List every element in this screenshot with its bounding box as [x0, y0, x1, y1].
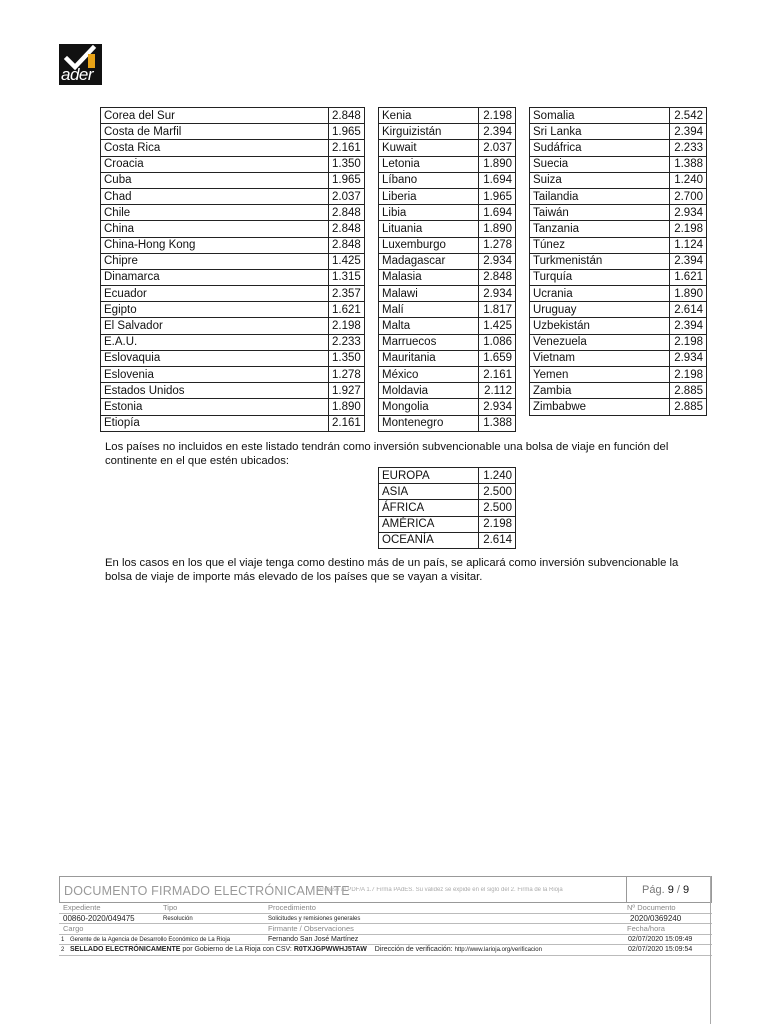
country-name: Etiopía — [101, 415, 329, 431]
country-name: ÁFRICA — [379, 500, 479, 516]
table-row — [530, 399, 707, 415]
country-name: Kuwait — [379, 140, 479, 156]
table-row — [379, 286, 516, 302]
country-name: Yemen — [530, 367, 670, 383]
country-name: OCEANÍA — [379, 532, 479, 548]
allowance-value: 2.848 — [329, 108, 365, 124]
table-row — [379, 124, 516, 140]
table-row — [379, 253, 516, 269]
table-row — [101, 399, 365, 415]
country-name: ASIA — [379, 484, 479, 500]
footer-values-row — [59, 914, 712, 925]
allowance-value: 1.388 — [479, 415, 516, 431]
allowance-value: 2.848 — [329, 205, 365, 221]
cargo-label: Cargo — [63, 924, 84, 933]
country-name: China-Hong Kong — [101, 237, 329, 253]
table-row — [530, 221, 707, 237]
allowance-value: 2.394 — [670, 253, 707, 269]
table-row — [101, 318, 365, 334]
country-name: Zambia — [530, 383, 670, 399]
allowance-value: 1.350 — [329, 156, 365, 172]
country-name: Dinamarca — [101, 269, 329, 285]
table-row — [530, 172, 707, 188]
table-row — [530, 318, 707, 334]
country-name: Vietnam — [530, 350, 670, 366]
empty-cell — [530, 415, 670, 431]
allowance-value: 1.086 — [479, 334, 516, 350]
multi-country-note-paragraph: En los casos en los que el viaje tenga como destino más de un país, se aplicará como inversión subvencionable la bolsa de viaje de importe más elevado de los países que se vayan a visitar. — [105, 557, 679, 583]
table-row — [379, 468, 516, 484]
table-row — [101, 188, 365, 204]
signature-row-1 — [59, 935, 712, 946]
table-row — [101, 367, 365, 383]
page-label: Pág. — [642, 884, 665, 896]
allowance-value: 1.425 — [329, 253, 365, 269]
csv-code: R0TXJGPWWHJ5TAW — [293, 946, 367, 953]
allowance-value: 1.890 — [670, 286, 707, 302]
signature-index-2: 2 — [61, 947, 65, 953]
country-name: México — [379, 367, 479, 383]
country-name: Túnez — [530, 237, 670, 253]
country-name: Chile — [101, 205, 329, 221]
allowance-value: 1.659 — [479, 350, 516, 366]
signer-cargo: Gerente de la Agencia de Desarrollo Económico de La Rioja — [70, 936, 231, 943]
allowance-value: 1.278 — [329, 367, 365, 383]
table-row — [101, 156, 365, 172]
country-name: Uruguay — [530, 302, 670, 318]
country-name: Malta — [379, 318, 479, 334]
table-row — [379, 269, 516, 285]
table-row — [101, 286, 365, 302]
allowance-value: 2.614 — [670, 302, 707, 318]
table-row — [379, 237, 516, 253]
allowance-value: 1.927 — [329, 383, 365, 399]
fecha-label: Fecha/hora — [627, 924, 665, 933]
country-name: Sri Lanka — [530, 124, 670, 140]
allowance-value: 2.848 — [479, 269, 516, 285]
allowance-value: 2.934 — [479, 399, 516, 415]
table-row — [530, 286, 707, 302]
allowance-value: 1.621 — [329, 302, 365, 318]
allowance-value: 2.198 — [329, 318, 365, 334]
country-name: Montenegro — [379, 415, 479, 431]
country-name: Mauritania — [379, 350, 479, 366]
table-row — [101, 221, 365, 237]
allowance-value: 2.198 — [670, 334, 707, 350]
empty-row — [530, 415, 707, 431]
table-row — [101, 415, 365, 431]
signature-2-date: 02/07/2020 15:09:54 — [628, 946, 693, 953]
country-name: Sudáfrica — [530, 140, 670, 156]
country-name: Moldavia — [379, 383, 479, 399]
country-name: EUROPA — [379, 468, 479, 484]
table-row — [530, 124, 707, 140]
seal-label: SELLADO ELECTRÓNICAMENTE — [70, 946, 181, 953]
table-row — [101, 124, 365, 140]
continent-note-paragraph: Los países no incluidos en este listado tendrán como inversión subvencionable una bolsa de viaje en función del continente en el que estén ubicados: — [105, 441, 669, 467]
allowance-value: 1.694 — [479, 205, 516, 221]
allowance-value: 2.885 — [670, 383, 707, 399]
table-row — [379, 318, 516, 334]
page-indicator — [626, 877, 712, 902]
country-name: Tailandia — [530, 188, 670, 204]
electronic-seal-line — [70, 945, 542, 955]
country-name: Egipto — [101, 302, 329, 318]
allowance-value: 2.112 — [479, 383, 516, 399]
page-current: 9 — [667, 884, 674, 896]
table-row — [101, 334, 365, 350]
countries-table-col3 — [529, 107, 707, 431]
allowance-value: 1.965 — [329, 172, 365, 188]
country-name: Letonia — [379, 156, 479, 172]
country-name: Mongolia — [379, 399, 479, 415]
country-name: Kenia — [379, 108, 479, 124]
allowance-value: 2.848 — [329, 221, 365, 237]
country-name: Costa de Marfil — [101, 124, 329, 140]
allowance-value: 2.357 — [329, 286, 365, 302]
footer-labels-row — [59, 903, 712, 914]
allowance-value: 1.694 — [479, 172, 516, 188]
allowance-value: 1.817 — [479, 302, 516, 318]
country-name: Taiwán — [530, 205, 670, 221]
signature-footer — [59, 876, 712, 956]
allowance-value: 2.233 — [329, 334, 365, 350]
ader-logo — [59, 44, 102, 85]
table-row — [379, 532, 516, 548]
allowance-value: 1.425 — [479, 318, 516, 334]
page-total: 9 — [683, 884, 690, 896]
table-row — [101, 237, 365, 253]
country-name: Líbano — [379, 172, 479, 188]
country-name: China — [101, 221, 329, 237]
country-name: Venezuela — [530, 334, 670, 350]
countries-table-col1 — [100, 107, 365, 432]
table-row — [101, 302, 365, 318]
signature-index-1: 1 — [61, 936, 65, 943]
country-name: Chad — [101, 188, 329, 204]
footer-labels-row-2 — [59, 924, 712, 935]
allowance-value: 2.037 — [479, 140, 516, 156]
country-name: Zimbabwe — [530, 399, 670, 415]
allowance-value: 2.233 — [670, 140, 707, 156]
country-name: Liberia — [379, 188, 479, 204]
allowance-value: 2.394 — [670, 124, 707, 140]
table-row — [101, 383, 365, 399]
country-name: Corea del Sur — [101, 108, 329, 124]
table-row — [530, 302, 707, 318]
country-name: AMÉRICA — [379, 516, 479, 532]
signature-1-date: 02/07/2020 15:09:49 — [628, 935, 693, 943]
firmante-label: Firmante / Observaciones — [268, 924, 354, 933]
verification-url[interactable]: http://www.larioja.org/verificacion — [454, 947, 542, 953]
table-row — [379, 221, 516, 237]
allowance-value: 2.934 — [479, 286, 516, 302]
allowance-value: 2.542 — [670, 108, 707, 124]
country-name: Kirguizistán — [379, 124, 479, 140]
allowance-value: 1.890 — [329, 399, 365, 415]
allowance-value: 1.240 — [670, 172, 707, 188]
allowance-value: 1.315 — [329, 269, 365, 285]
country-name: Cuba — [101, 172, 329, 188]
country-name: Suecia — [530, 156, 670, 172]
signature-row-2 — [59, 945, 712, 956]
table-row — [379, 140, 516, 156]
table-row — [379, 172, 516, 188]
footer-title: DOCUMENTO FIRMADO ELECTRÓNICAMENTE — [64, 884, 350, 898]
table-row — [101, 269, 365, 285]
allowance-value: 2.198 — [479, 108, 516, 124]
table-row — [379, 516, 516, 532]
country-name: Ucrania — [530, 286, 670, 302]
footer-title-row — [59, 876, 712, 903]
allowance-value: 1.621 — [670, 269, 707, 285]
country-name: Chipre — [101, 253, 329, 269]
empty-cell — [670, 415, 707, 431]
country-name: Croacia — [101, 156, 329, 172]
n-documento-value: 2020/0369240 — [630, 913, 682, 923]
allowance-value: 1.278 — [479, 237, 516, 253]
table-row — [530, 188, 707, 204]
table-row — [530, 334, 707, 350]
table-row — [101, 108, 365, 124]
verification-label: Dirección de verificación: — [374, 946, 453, 953]
allowance-value: 1.350 — [329, 350, 365, 366]
table-row — [101, 253, 365, 269]
seal-text: por Gobierno de La Rioja con CSV: — [182, 946, 292, 953]
country-name: Estados Unidos — [101, 383, 329, 399]
allowance-value: 2.848 — [329, 237, 365, 253]
allowance-value: 2.161 — [479, 367, 516, 383]
country-name: Luxemburgo — [379, 237, 479, 253]
allowance-value: 2.394 — [479, 124, 516, 140]
expediente-value: 00860-2020/049475 — [63, 913, 135, 923]
table-row — [530, 383, 707, 399]
allowance-value: 2.885 — [670, 399, 707, 415]
country-name: Malasia — [379, 269, 479, 285]
allowance-value: 2.198 — [670, 221, 707, 237]
table-row — [379, 383, 516, 399]
table-row — [379, 415, 516, 431]
country-name: Malí — [379, 302, 479, 318]
expediente-label: Expediente — [63, 903, 101, 912]
table-row — [379, 399, 516, 415]
table-row — [530, 108, 707, 124]
signer-name: Fernando San José Martínez — [268, 935, 359, 943]
allowance-value: 1.965 — [479, 188, 516, 204]
table-row — [530, 140, 707, 156]
allowance-value: 2.161 — [329, 415, 365, 431]
allowance-value: 2.161 — [329, 140, 365, 156]
allowance-value: 2.934 — [479, 253, 516, 269]
country-name: Marruecos — [379, 334, 479, 350]
allowance-value: 1.124 — [670, 237, 707, 253]
country-name: Uzbekistán — [530, 318, 670, 334]
table-row — [101, 350, 365, 366]
table-row — [379, 156, 516, 172]
table-row — [530, 156, 707, 172]
country-name: Estonia — [101, 399, 329, 415]
country-name: Tanzania — [530, 221, 670, 237]
procedimiento-value: Solicitudes y remisiones generales — [268, 915, 361, 922]
footer-subtitle: en base al PDF/A 1.7 Firma PAdES. Su validez se expide en el siglo del 2. Firma de la Rioja — [318, 887, 563, 893]
country-name: Turquía — [530, 269, 670, 285]
allowance-value: 2.394 — [670, 318, 707, 334]
logo-text: ader — [61, 65, 94, 84]
table-row — [379, 302, 516, 318]
table-row — [530, 205, 707, 221]
country-name: Somalia — [530, 108, 670, 124]
allowance-value: 2.037 — [329, 188, 365, 204]
country-name: Ecuador — [101, 286, 329, 302]
country-name: Suiza — [530, 172, 670, 188]
countries-table-col2 — [378, 107, 516, 432]
table-row — [101, 140, 365, 156]
country-name: Lituania — [379, 221, 479, 237]
allowance-value: 2.500 — [479, 484, 516, 500]
table-row — [379, 334, 516, 350]
allowance-value: 1.890 — [479, 221, 516, 237]
allowance-value: 1.388 — [670, 156, 707, 172]
table-row — [379, 108, 516, 124]
allowance-value: 2.934 — [670, 350, 707, 366]
table-row — [530, 367, 707, 383]
table-row — [530, 237, 707, 253]
allowance-value: 1.965 — [329, 124, 365, 140]
allowance-value: 1.240 — [479, 468, 516, 484]
procedimiento-label: Procedimiento — [268, 903, 316, 912]
country-name: Madagascar — [379, 253, 479, 269]
table-row — [379, 350, 516, 366]
table-row — [530, 269, 707, 285]
table-row — [530, 350, 707, 366]
allowance-value: 2.700 — [670, 188, 707, 204]
continents-table — [378, 467, 516, 549]
country-name: E.A.U. — [101, 334, 329, 350]
country-name: Costa Rica — [101, 140, 329, 156]
allowance-value: 2.198 — [670, 367, 707, 383]
allowance-value: 2.198 — [479, 516, 516, 532]
country-name: Libia — [379, 205, 479, 221]
table-row — [379, 188, 516, 204]
table-row — [101, 205, 365, 221]
allowance-value: 2.614 — [479, 532, 516, 548]
allowance-value: 1.890 — [479, 156, 516, 172]
country-name: Eslovenia — [101, 367, 329, 383]
country-name: Malawi — [379, 286, 479, 302]
table-row — [379, 367, 516, 383]
country-name: Eslovaquia — [101, 350, 329, 366]
page-separator: / — [676, 884, 680, 896]
table-row — [379, 484, 516, 500]
table-row — [530, 253, 707, 269]
table-row — [101, 172, 365, 188]
n-documento-label: Nº Documento — [627, 903, 676, 912]
allowance-value: 2.934 — [670, 205, 707, 221]
footer-right-rule — [710, 876, 711, 1024]
table-row — [379, 205, 516, 221]
table-row — [379, 500, 516, 516]
allowance-value: 2.500 — [479, 500, 516, 516]
country-name: Turkmenistán — [530, 253, 670, 269]
tipo-label: Tipo — [163, 903, 178, 912]
country-name: El Salvador — [101, 318, 329, 334]
tipo-value: Resolución — [163, 915, 193, 922]
